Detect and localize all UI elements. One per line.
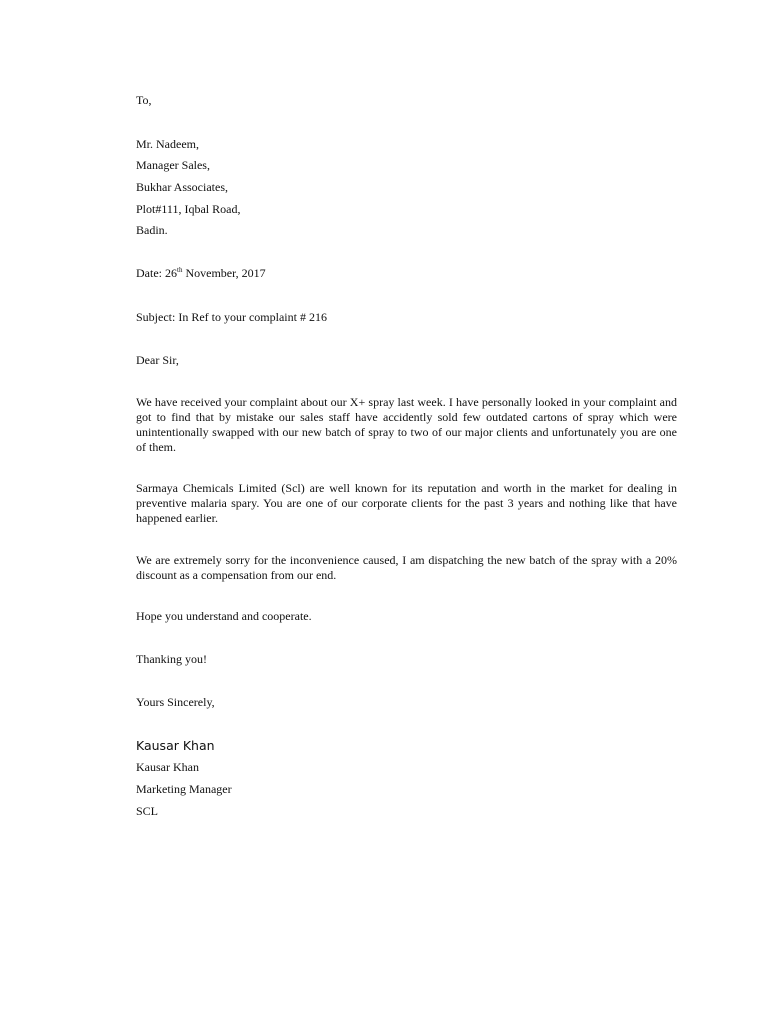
sender-name: Kausar Khan (136, 760, 199, 774)
sender-company: SCL (136, 804, 159, 818)
body-paragraph-3: We are extremely sorry for the inconvenience caused, I am dispatching the new batch of the spray with a 20% discount as a compensation from our end. (136, 553, 677, 582)
date-rest: November, 2017 (182, 266, 266, 280)
closing-line: Yours Sincerely, (136, 695, 215, 709)
recipient-name: Mr. Nadeem, (136, 137, 199, 151)
letter-page (136, 0, 677, 1024)
letter-date (136, 266, 266, 281)
letter-subject: Subject: In Ref to your complaint # 216 (136, 310, 327, 324)
sender-title: Marketing Manager (136, 782, 232, 796)
recipient-title: Manager Sales, (136, 158, 210, 172)
body-paragraph-2: Sarmaya Chemicals Limited (Scl) are well known for its reputation and worth in the market for dealing in preventive malaria spary. You are one of our corporate clients for the past 3 years and nothing like that have happened earlier. (136, 481, 677, 525)
recipient-city: Badin. (136, 223, 168, 237)
body-paragraph-1: We have received your complaint about our X+ spray last week. I have personally looked in your complaint and got to find that by mistake our sales staff have accidently sold few outdated cartons of spray which were unintentionally swapped with our new batch of spray to two of our major clients and unfortunately you are one of them. (136, 395, 677, 454)
signature: Kausar Khan (136, 738, 215, 753)
hope-line: Hope you understand and cooperate. (136, 609, 312, 623)
recipient-company: Bukhar Associates, (136, 180, 228, 194)
date-suffix: th (177, 266, 183, 274)
recipient-address: Plot#111, Iqbal Road, (136, 202, 241, 216)
date-prefix: Date: 26 (136, 266, 177, 280)
salutation-to: To, (136, 93, 152, 107)
greeting: Dear Sir, (136, 353, 179, 367)
thanks-line: Thanking you! (136, 652, 207, 666)
